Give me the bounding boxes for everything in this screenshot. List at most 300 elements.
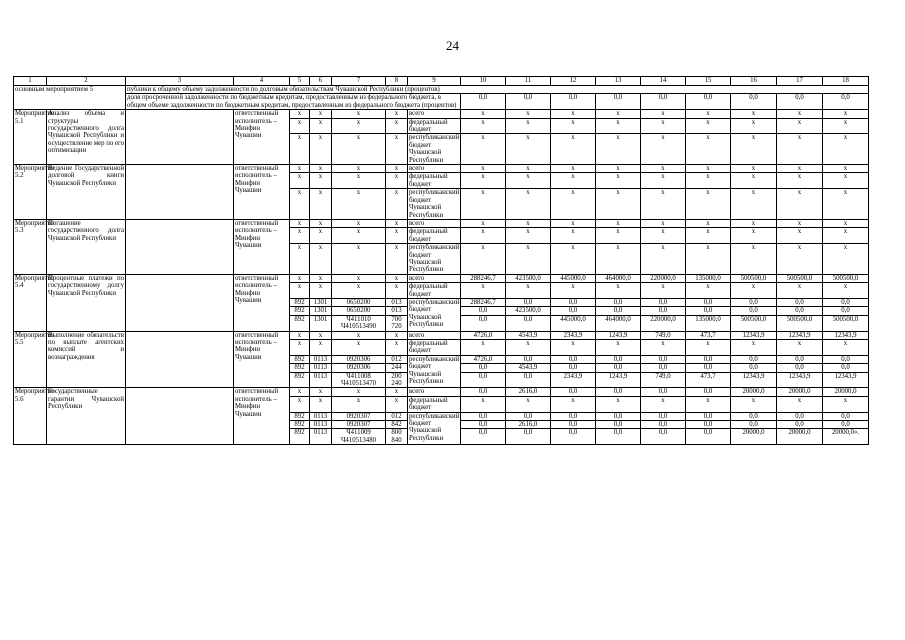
value-cell: x (506, 283, 551, 299)
grbs-cell: x (290, 110, 310, 118)
funding-source: всего (408, 331, 461, 339)
value-cell: 0,0 (596, 298, 641, 306)
value-cell: 0,0 (596, 307, 641, 315)
value-cell: 0,0 (551, 412, 596, 420)
measure-executor: ответственный исполнитель – Минфин Чувашии (234, 331, 290, 388)
grbs-cell: x (290, 388, 310, 396)
value-cell: x (641, 189, 686, 220)
value-cell: 0,0 (686, 298, 731, 306)
section-cell: 0113 (310, 421, 332, 429)
value-cell: x (731, 396, 777, 412)
grbs-cell: x (290, 283, 310, 299)
measure-title: Государственные гарантии Чувашской Республики (47, 388, 126, 445)
measure-title: Процентные платежи по государственному долгу Чувашской Республики (47, 274, 126, 331)
value-cell: x (641, 118, 686, 134)
expense-type-cell: x (386, 134, 408, 165)
section-cell: x (310, 110, 332, 118)
value-cell: 500500,0 (823, 274, 869, 282)
target-item-cell: x (332, 165, 386, 173)
grbs-cell: 892 (290, 372, 310, 388)
value-cell: x (551, 165, 596, 173)
value-cell: x (777, 396, 823, 412)
grbs-cell: x (290, 118, 310, 134)
value-cell: x (551, 228, 596, 244)
value-cell: x (731, 340, 777, 356)
value-cell: x (641, 283, 686, 299)
value-cell: x (641, 244, 686, 275)
value-cell: 0,0 (506, 315, 551, 331)
blank-cell (126, 388, 234, 445)
section-cell: x (310, 396, 332, 412)
value-cell: x (596, 118, 641, 134)
value-cell: 20000,0 (777, 388, 823, 396)
target-item-cell: Ч411009 Ч410513480 (332, 429, 386, 445)
value-cell: x (686, 340, 731, 356)
value-cell: x (823, 110, 869, 118)
value-cell: 0,0 (596, 412, 641, 420)
value-cell: 0,0 (506, 429, 551, 445)
table-row (14, 388, 869, 396)
value-cell: 0,0 (596, 355, 641, 363)
measure-title: Выполнение обязательств по выплате агентских комиссий и вознаграждения (47, 331, 126, 388)
grbs-cell: x (290, 274, 310, 282)
funding-source: всего (408, 165, 461, 173)
blank-cell (126, 331, 234, 388)
value-cell: x (777, 189, 823, 220)
target-item-cell: x (332, 189, 386, 220)
expense-type-cell: 013 (386, 307, 408, 315)
value-cell: 0,0 (506, 355, 551, 363)
value-cell: x (506, 173, 551, 189)
target-item-cell: x (332, 110, 386, 118)
value-cell: 473,7 (686, 372, 731, 388)
target-item-cell: x (332, 219, 386, 227)
value-cell: 0,0 (731, 421, 777, 429)
target-item-cell: x (332, 396, 386, 412)
section-cell: 0113 (310, 355, 332, 363)
value-cell: 0,0 (731, 307, 777, 315)
value-cell: 2343,9 (551, 331, 596, 339)
value-cell: 0,0 (461, 372, 506, 388)
value-cell: 220000,0 (641, 274, 686, 282)
header-cell: 15 (686, 77, 731, 86)
value-cell: 12343,9 (731, 372, 777, 388)
expense-type-cell: x (386, 165, 408, 173)
section-cell: x (310, 118, 332, 134)
value-cell: x (686, 219, 731, 227)
value-cell: 0,0 (596, 429, 641, 445)
expense-type-cell: x (386, 331, 408, 339)
value-cell: x (777, 283, 823, 299)
funding-source: республиканский бюджет Чувашской Республики (409, 189, 460, 219)
value-cell: x (641, 396, 686, 412)
value-cell: x (461, 165, 506, 173)
value-cell: x (731, 110, 777, 118)
funding-source: всего (408, 388, 461, 396)
value-cell: x (596, 189, 641, 220)
value-cell: 473,7 (686, 331, 731, 339)
target-item-cell: 0920306 (332, 355, 386, 363)
header-cell: 8 (386, 77, 408, 86)
value-cell: 0,0 (461, 307, 506, 315)
grbs-cell: 892 (290, 412, 310, 420)
value-cell: 12343,9 (823, 331, 869, 339)
measure-executor: ответственный исполнитель – Минфин Чувашии (234, 388, 290, 445)
value-cell: 0,0 (461, 94, 506, 110)
value-cell: x (686, 244, 731, 275)
value-cell: x (686, 283, 731, 299)
header-cell: 3 (126, 77, 234, 86)
value-cell: 0,0 (641, 388, 686, 396)
value-cell: x (731, 219, 777, 227)
value-cell: 0,0 (641, 429, 686, 445)
table-row (14, 110, 869, 118)
value-cell: x (823, 340, 869, 356)
intro-row (14, 94, 869, 110)
value-cell: x (551, 219, 596, 227)
value-cell: 0,0 (551, 355, 596, 363)
value-cell: 0,0 (686, 429, 731, 445)
expense-type-cell: x (386, 228, 408, 244)
value-cell: x (506, 396, 551, 412)
section-cell: x (310, 228, 332, 244)
value-cell: 445000,0 (551, 315, 596, 331)
section-cell: 0113 (310, 429, 332, 445)
measure-executor: ответственный исполнитель – Минфин Чувашии (234, 165, 290, 220)
header-cell: 4 (234, 77, 290, 86)
value-cell: 20000,0 (731, 429, 777, 445)
value-cell: 135000,0 (686, 315, 731, 331)
expense-type-cell: 700 720 (386, 315, 408, 331)
value-cell: 1243,9 (596, 331, 641, 339)
value-cell: 0,0 (823, 412, 869, 420)
value-cell: 0,0 (777, 364, 823, 372)
section-cell: x (310, 388, 332, 396)
value-cell: x (823, 396, 869, 412)
target-item-cell: x (332, 173, 386, 189)
value-cell: 423500,0 (506, 307, 551, 315)
measure-title: Анализ объема и структуры государственного долга Чувашской Республики и осуществление мер по его оптимизации (47, 110, 126, 165)
value-cell: 500500,0 (777, 274, 823, 282)
measure-title: Погашение государственного долга Чувашской Республики (47, 219, 126, 274)
expense-type-cell: x (386, 118, 408, 134)
funding-source: республиканский бюджет Чувашской Республики (409, 244, 460, 274)
value-cell: x (777, 110, 823, 118)
value-cell: 0,0 (777, 94, 823, 110)
value-cell: x (686, 396, 731, 412)
header-row (14, 77, 869, 86)
value-cell: 1243,9 (596, 372, 641, 388)
value-cell: x (641, 340, 686, 356)
target-item-cell: 0920307 (332, 421, 386, 429)
value-cell: x (641, 219, 686, 227)
header-cell: 17 (777, 77, 823, 86)
measure-executor: ответственный исполнитель – Минфин Чувашии (234, 274, 290, 331)
value-cell: x (731, 244, 777, 275)
value-cell: x (686, 189, 731, 220)
expense-type-cell: x (386, 388, 408, 396)
value-cell: x (686, 134, 731, 165)
value-cell: 4726,0 (461, 355, 506, 363)
section-cell: x (310, 274, 332, 282)
value-cell: x (823, 283, 869, 299)
value-cell: 0,0 (461, 412, 506, 420)
value-cell: 0,0 (641, 421, 686, 429)
value-cell: 749,0 (641, 372, 686, 388)
header-cell: 16 (731, 77, 777, 86)
value-cell: 0,0 (777, 298, 823, 306)
expense-type-cell: 244 (386, 364, 408, 372)
funding-source: федеральный бюджет (408, 396, 461, 412)
expense-type-cell: 013 (386, 298, 408, 306)
value-cell: 2343,9 (551, 372, 596, 388)
value-cell: 0,0 (596, 388, 641, 396)
value-cell: 0,0 (823, 307, 869, 315)
value-cell: 0,0 (823, 298, 869, 306)
value-cell: 0,0 (777, 307, 823, 315)
value-cell: x (551, 396, 596, 412)
value-cell: x (641, 173, 686, 189)
value-cell: x (686, 228, 731, 244)
value-cell: x (461, 110, 506, 118)
grbs-cell: x (290, 189, 310, 220)
grbs-cell: x (290, 244, 310, 275)
value-cell: 0,0 (686, 421, 731, 429)
section-cell: 0113 (310, 412, 332, 420)
value-cell: x (461, 173, 506, 189)
target-item-cell: Ч411010 Ч410513490 (332, 315, 386, 331)
funding-source: всего (408, 110, 461, 118)
grbs-cell: x (290, 340, 310, 356)
intro-row (14, 86, 869, 94)
value-cell: 4543,9 (506, 331, 551, 339)
expense-type-cell: x (386, 189, 408, 220)
value-cell: 12343,9 (731, 331, 777, 339)
section-cell: 1301 (310, 307, 332, 315)
value-cell: 0,0 (461, 429, 506, 445)
value-cell: 0,0 (641, 364, 686, 372)
target-item-cell: 0920306 (332, 364, 386, 372)
target-item-cell: x (332, 118, 386, 134)
expense-type-cell: x (386, 110, 408, 118)
value-cell: x (506, 228, 551, 244)
value-cell: x (731, 165, 777, 173)
value-cell: x (641, 165, 686, 173)
value-cell: 500500,0 (731, 315, 777, 331)
value-cell: 0,0 (461, 421, 506, 429)
target-item-cell: 0650200 (332, 298, 386, 306)
value-cell: x (461, 189, 506, 220)
measure-id: Мероприятие 5.6 (14, 388, 47, 445)
expense-type-cell: 200 240 (386, 372, 408, 388)
header-cell: 12 (551, 77, 596, 86)
value-cell: 0,0 (506, 412, 551, 420)
table-row (14, 331, 869, 339)
value-cell: 464000,0 (596, 315, 641, 331)
value-cell: 2616,0 (506, 421, 551, 429)
value-cell: x (641, 228, 686, 244)
value-cell: 0,0 (686, 355, 731, 363)
expense-type-cell: x (386, 283, 408, 299)
value-cell: x (506, 134, 551, 165)
value-cell: 0,0 (506, 298, 551, 306)
target-item-cell: 0920307 (332, 412, 386, 420)
value-cell: 0,0 (551, 298, 596, 306)
value-cell: x (596, 134, 641, 165)
grbs-cell: 892 (290, 421, 310, 429)
grbs-cell: x (290, 173, 310, 189)
value-cell: x (641, 110, 686, 118)
expense-type-cell: x (386, 219, 408, 227)
funding-source: республиканский бюджет Чувашской Республики (408, 298, 461, 331)
value-cell: 0,0 (731, 412, 777, 420)
expense-type-cell: 800 840 (386, 429, 408, 445)
measure-executor: ответственный исполнитель – Минфин Чувашии (234, 110, 290, 165)
value-cell: 0,0 (686, 94, 731, 110)
blank-cell (126, 274, 234, 331)
target-item-cell: Ч411008 Ч410513470 (332, 372, 386, 388)
grbs-cell: 892 (290, 298, 310, 306)
value-cell: 0,0 (823, 421, 869, 429)
value-cell: 464000,0 (596, 274, 641, 282)
intro-label: основным мероприятием 5 (14, 86, 126, 110)
section-cell: 0113 (310, 364, 332, 372)
value-cell: 500500,0 (777, 315, 823, 331)
funding-source: федеральный бюджет (408, 228, 461, 244)
value-cell: x (777, 118, 823, 134)
value-cell: x (506, 110, 551, 118)
section-cell: x (310, 219, 332, 227)
value-cell: x (551, 283, 596, 299)
value-cell: x (596, 110, 641, 118)
measure-id: Мероприятие 5.5 (14, 331, 47, 388)
grbs-cell: 892 (290, 429, 310, 445)
table-row (14, 165, 869, 173)
header-cell: 11 (506, 77, 551, 86)
expense-type-cell: x (386, 244, 408, 275)
value-cell: 20000,0». (823, 429, 869, 445)
section-cell: x (310, 189, 332, 220)
value-cell: 0,0 (777, 412, 823, 420)
value-cell: 423500,0 (506, 274, 551, 282)
value-cell: x (641, 134, 686, 165)
funding-source: республиканский бюджет Чувашской Республики (409, 134, 460, 164)
value-cell: x (506, 340, 551, 356)
value-cell: 2616,0 (506, 388, 551, 396)
grbs-cell: x (290, 396, 310, 412)
section-cell: x (310, 283, 332, 299)
value-cell: x (686, 118, 731, 134)
blank-cell (126, 165, 234, 220)
value-cell: 0,0 (686, 364, 731, 372)
value-cell: 12343,9 (777, 331, 823, 339)
value-cell: 4726,0 (461, 331, 506, 339)
grbs-cell: x (290, 228, 310, 244)
grbs-cell: x (290, 134, 310, 165)
section-cell: x (310, 340, 332, 356)
blank-cell (126, 110, 234, 165)
value-cell: 0,0 (641, 298, 686, 306)
value-cell: 0,0 (731, 364, 777, 372)
measure-executor: ответственный исполнитель – Минфин Чувашии (234, 219, 290, 274)
value-cell: x (823, 189, 869, 220)
value-cell: x (506, 165, 551, 173)
expense-type-cell: x (386, 396, 408, 412)
header-cell: 5 (290, 77, 310, 86)
value-cell: 0,0 (551, 388, 596, 396)
expense-type-cell: 012 (386, 412, 408, 420)
value-cell: x (596, 340, 641, 356)
value-cell: x (551, 340, 596, 356)
value-cell: 0,0 (551, 364, 596, 372)
value-cell: 500500,0 (731, 274, 777, 282)
value-cell: x (461, 219, 506, 227)
header-cell: 2 (47, 77, 126, 86)
table-row (14, 219, 869, 227)
intro-indicator: публики к общему объему задолженности по долговым обязательствам Чувашской Республики (процентов) (126, 86, 869, 94)
measure-title: Ведение Государственной долговой книги Чувашской Республики (47, 165, 126, 220)
value-cell: 0,0 (731, 355, 777, 363)
value-cell: x (551, 173, 596, 189)
value-cell: x (596, 244, 641, 275)
header-cell: 14 (641, 77, 686, 86)
section-cell: 1301 (310, 298, 332, 306)
grbs-cell: x (290, 165, 310, 173)
target-item-cell: 0650200 (332, 307, 386, 315)
section-cell: x (310, 165, 332, 173)
value-cell: 0,0 (461, 315, 506, 331)
blank-cell (126, 219, 234, 274)
value-cell: x (731, 134, 777, 165)
section-cell: x (310, 331, 332, 339)
header-cell: 18 (823, 77, 869, 86)
value-cell: x (461, 340, 506, 356)
value-cell: x (596, 219, 641, 227)
value-cell: 0,0 (461, 364, 506, 372)
value-cell: x (823, 228, 869, 244)
grbs-cell: 892 (290, 315, 310, 331)
value-cell: 0,0 (641, 307, 686, 315)
value-cell: x (777, 228, 823, 244)
value-cell: x (551, 110, 596, 118)
value-cell: x (777, 340, 823, 356)
value-cell: 288246,7 (461, 274, 506, 282)
funding-source: республиканский бюджет Чувашской Республики (408, 412, 461, 445)
page-number: 24 (446, 38, 459, 53)
target-item-cell: x (332, 388, 386, 396)
value-cell: x (596, 228, 641, 244)
value-cell: 12343,9 (823, 372, 869, 388)
value-cell: 0,0 (551, 94, 596, 110)
measure-id: Мероприятие 5.3 (14, 219, 47, 274)
value-cell: 4543,9 (506, 364, 551, 372)
value-cell: x (596, 173, 641, 189)
value-cell: x (777, 219, 823, 227)
funding-source: всего (408, 219, 461, 227)
value-cell: x (461, 134, 506, 165)
section-cell: 0113 (310, 372, 332, 388)
value-cell: x (461, 244, 506, 275)
value-cell: x (551, 189, 596, 220)
target-item-cell: x (332, 331, 386, 339)
value-cell: x (596, 283, 641, 299)
value-cell: x (777, 134, 823, 165)
grbs-cell: 892 (290, 364, 310, 372)
value-cell: x (731, 283, 777, 299)
section-cell: x (310, 173, 332, 189)
value-cell: x (731, 228, 777, 244)
value-cell: 0,0 (641, 94, 686, 110)
